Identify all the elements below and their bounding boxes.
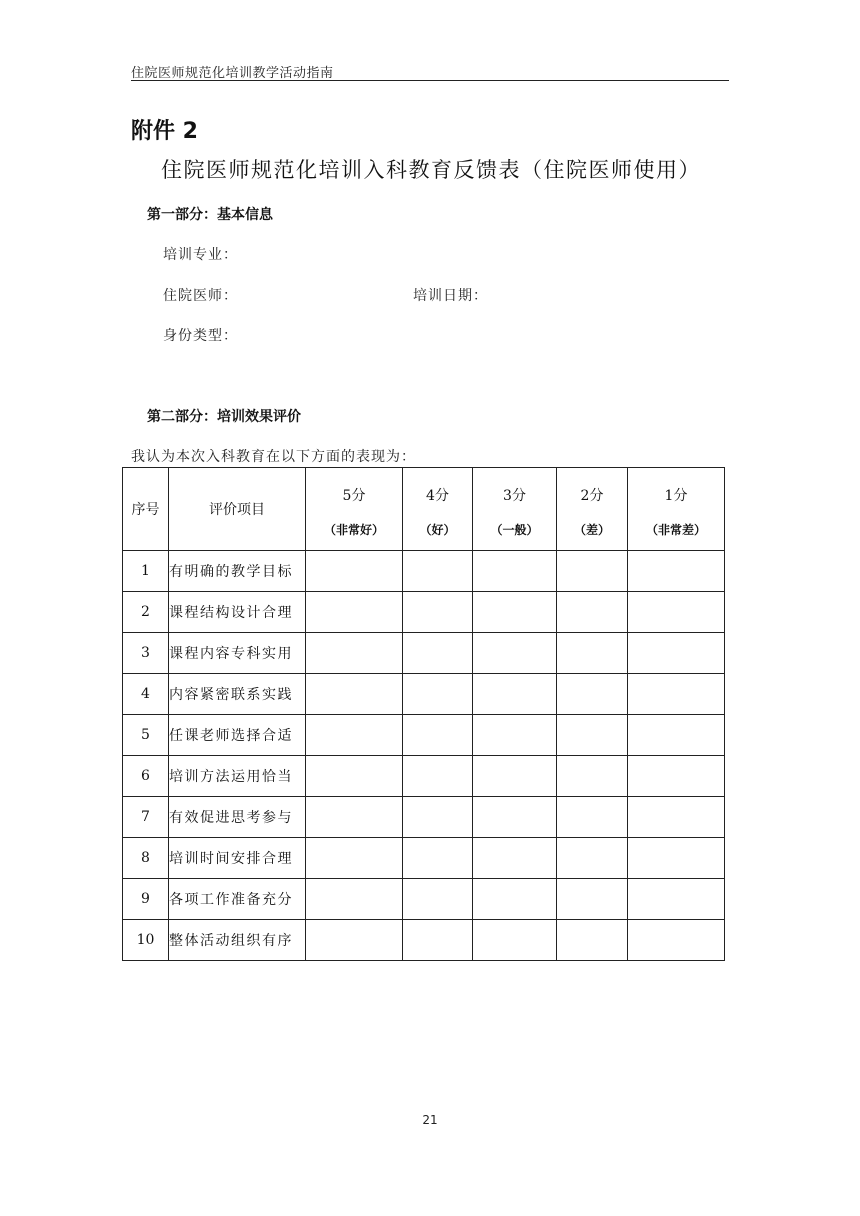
- score-5-label: 5分: [342, 487, 366, 504]
- row-number: 10: [123, 920, 169, 961]
- rating-cell-2[interactable]: [557, 551, 628, 592]
- rating-cell-1[interactable]: [628, 797, 725, 838]
- specialty-field-label: 培训专业：: [163, 247, 238, 263]
- rating-cell-2[interactable]: [557, 920, 628, 961]
- rating-cell-5[interactable]: [306, 551, 403, 592]
- score-4-desc: （好）: [419, 522, 456, 537]
- rating-cell-2[interactable]: [557, 879, 628, 920]
- item-column-header: 评价项目: [169, 468, 306, 551]
- table-row: [123, 592, 725, 633]
- part1-heading: 第一部分：基本信息: [147, 207, 273, 223]
- rating-cell-4[interactable]: [403, 674, 473, 715]
- rating-cell-3[interactable]: [473, 797, 557, 838]
- rating-cell-4[interactable]: [403, 633, 473, 674]
- table-row: [123, 879, 725, 920]
- score-1-desc: （非常差）: [645, 522, 706, 537]
- rating-cell-4[interactable]: [403, 715, 473, 756]
- score-2-header: [557, 468, 628, 551]
- row-item: 培训方法运用恰当: [169, 756, 306, 797]
- resident-field-label: 住院医师：: [163, 288, 238, 304]
- rating-cell-3[interactable]: [473, 633, 557, 674]
- rating-cell-4[interactable]: [403, 797, 473, 838]
- rating-cell-3[interactable]: [473, 674, 557, 715]
- part2-heading: 第二部分：培训效果评价: [147, 409, 301, 425]
- header-divider: [131, 80, 729, 81]
- table-row: [123, 756, 725, 797]
- attachment-label: 附件 2: [131, 119, 198, 144]
- table-row: [123, 551, 725, 592]
- row-item: 整体活动组织有序: [169, 920, 306, 961]
- rating-cell-2[interactable]: [557, 674, 628, 715]
- rating-cell-4[interactable]: [403, 756, 473, 797]
- rating-cell-3[interactable]: [473, 920, 557, 961]
- score-5-desc: （非常好）: [323, 522, 384, 537]
- rating-cell-5[interactable]: [306, 920, 403, 961]
- training-date-field-label: 培训日期：: [413, 288, 488, 304]
- row-item: 课程内容专科实用: [169, 633, 306, 674]
- rating-cell-2[interactable]: [557, 797, 628, 838]
- rating-cell-2[interactable]: [557, 715, 628, 756]
- rating-cell-3[interactable]: [473, 592, 557, 633]
- index-column-header: 序号: [123, 468, 169, 551]
- table-row: [123, 797, 725, 838]
- rating-cell-2[interactable]: [557, 756, 628, 797]
- table-row: [123, 674, 725, 715]
- score-2-label: 2分: [580, 487, 604, 504]
- row-number: 4: [123, 674, 169, 715]
- row-number: 6: [123, 756, 169, 797]
- row-number: 8: [123, 838, 169, 879]
- rating-cell-2[interactable]: [557, 838, 628, 879]
- row-item: 培训时间安排合理: [169, 838, 306, 879]
- row-item: 课程结构设计合理: [169, 592, 306, 633]
- score-3-header: [473, 468, 557, 551]
- score-3-desc: （一般）: [490, 522, 539, 537]
- row-number: 7: [123, 797, 169, 838]
- score-4-header: [403, 468, 473, 551]
- rating-cell-4[interactable]: [403, 879, 473, 920]
- score-4-label: 4分: [426, 487, 449, 504]
- rating-cell-5[interactable]: [306, 879, 403, 920]
- table-row: [123, 633, 725, 674]
- row-item: 有明确的教学目标: [169, 551, 306, 592]
- rating-cell-1[interactable]: [628, 756, 725, 797]
- row-number: 2: [123, 592, 169, 633]
- table-row: [123, 715, 725, 756]
- rating-cell-1[interactable]: [628, 715, 725, 756]
- table-row: [123, 920, 725, 961]
- rating-cell-5[interactable]: [306, 633, 403, 674]
- evaluation-table: [122, 467, 725, 961]
- table-row: [123, 838, 725, 879]
- page-number: 21: [422, 1113, 438, 1127]
- rating-cell-1[interactable]: [628, 633, 725, 674]
- rating-cell-1[interactable]: [628, 879, 725, 920]
- score-1-header: [628, 468, 725, 551]
- rating-cell-3[interactable]: [473, 551, 557, 592]
- rating-cell-2[interactable]: [557, 592, 628, 633]
- rating-cell-3[interactable]: [473, 879, 557, 920]
- rating-cell-3[interactable]: [473, 715, 557, 756]
- row-item: 有效促进思考参与: [169, 797, 306, 838]
- row-number: 9: [123, 879, 169, 920]
- rating-cell-5[interactable]: [306, 592, 403, 633]
- rating-cell-1[interactable]: [628, 674, 725, 715]
- rating-cell-1[interactable]: [628, 592, 725, 633]
- rating-cell-4[interactable]: [403, 592, 473, 633]
- rating-cell-1[interactable]: [628, 838, 725, 879]
- table-header-row: [123, 468, 725, 551]
- rating-cell-1[interactable]: [628, 920, 725, 961]
- identity-type-field-label: 身份类型：: [163, 328, 238, 344]
- rating-cell-3[interactable]: [473, 756, 557, 797]
- page-header: 住院医师规范化培训教学活动指南: [131, 66, 334, 81]
- evaluation-intro: 我认为本次入科教育在以下方面的表现为：: [131, 449, 416, 465]
- score-2-desc: （差）: [573, 522, 610, 537]
- rating-cell-5[interactable]: [306, 674, 403, 715]
- rating-cell-5[interactable]: [306, 797, 403, 838]
- score-1-label: 1分: [664, 487, 688, 504]
- rating-cell-1[interactable]: [628, 551, 725, 592]
- row-number: 3: [123, 633, 169, 674]
- rating-cell-2[interactable]: [557, 633, 628, 674]
- rating-cell-3[interactable]: [473, 838, 557, 879]
- row-number: 1: [123, 551, 169, 592]
- row-number: 5: [123, 715, 169, 756]
- row-item: 内容紧密联系实践: [169, 674, 306, 715]
- row-item: 各项工作准备充分: [169, 879, 306, 920]
- rating-cell-5[interactable]: [306, 715, 403, 756]
- rating-cell-4[interactable]: [403, 920, 473, 961]
- rating-cell-4[interactable]: [403, 551, 473, 592]
- rating-cell-4[interactable]: [403, 838, 473, 879]
- rating-cell-5[interactable]: [306, 756, 403, 797]
- row-item: 任课老师选择合适: [169, 715, 306, 756]
- rating-cell-5[interactable]: [306, 838, 403, 879]
- document-title: 住院医师规范化培训入科教育反馈表（住院医师使用）: [161, 158, 701, 182]
- score-3-label: 3分: [503, 487, 526, 504]
- score-5-header: [306, 468, 403, 551]
